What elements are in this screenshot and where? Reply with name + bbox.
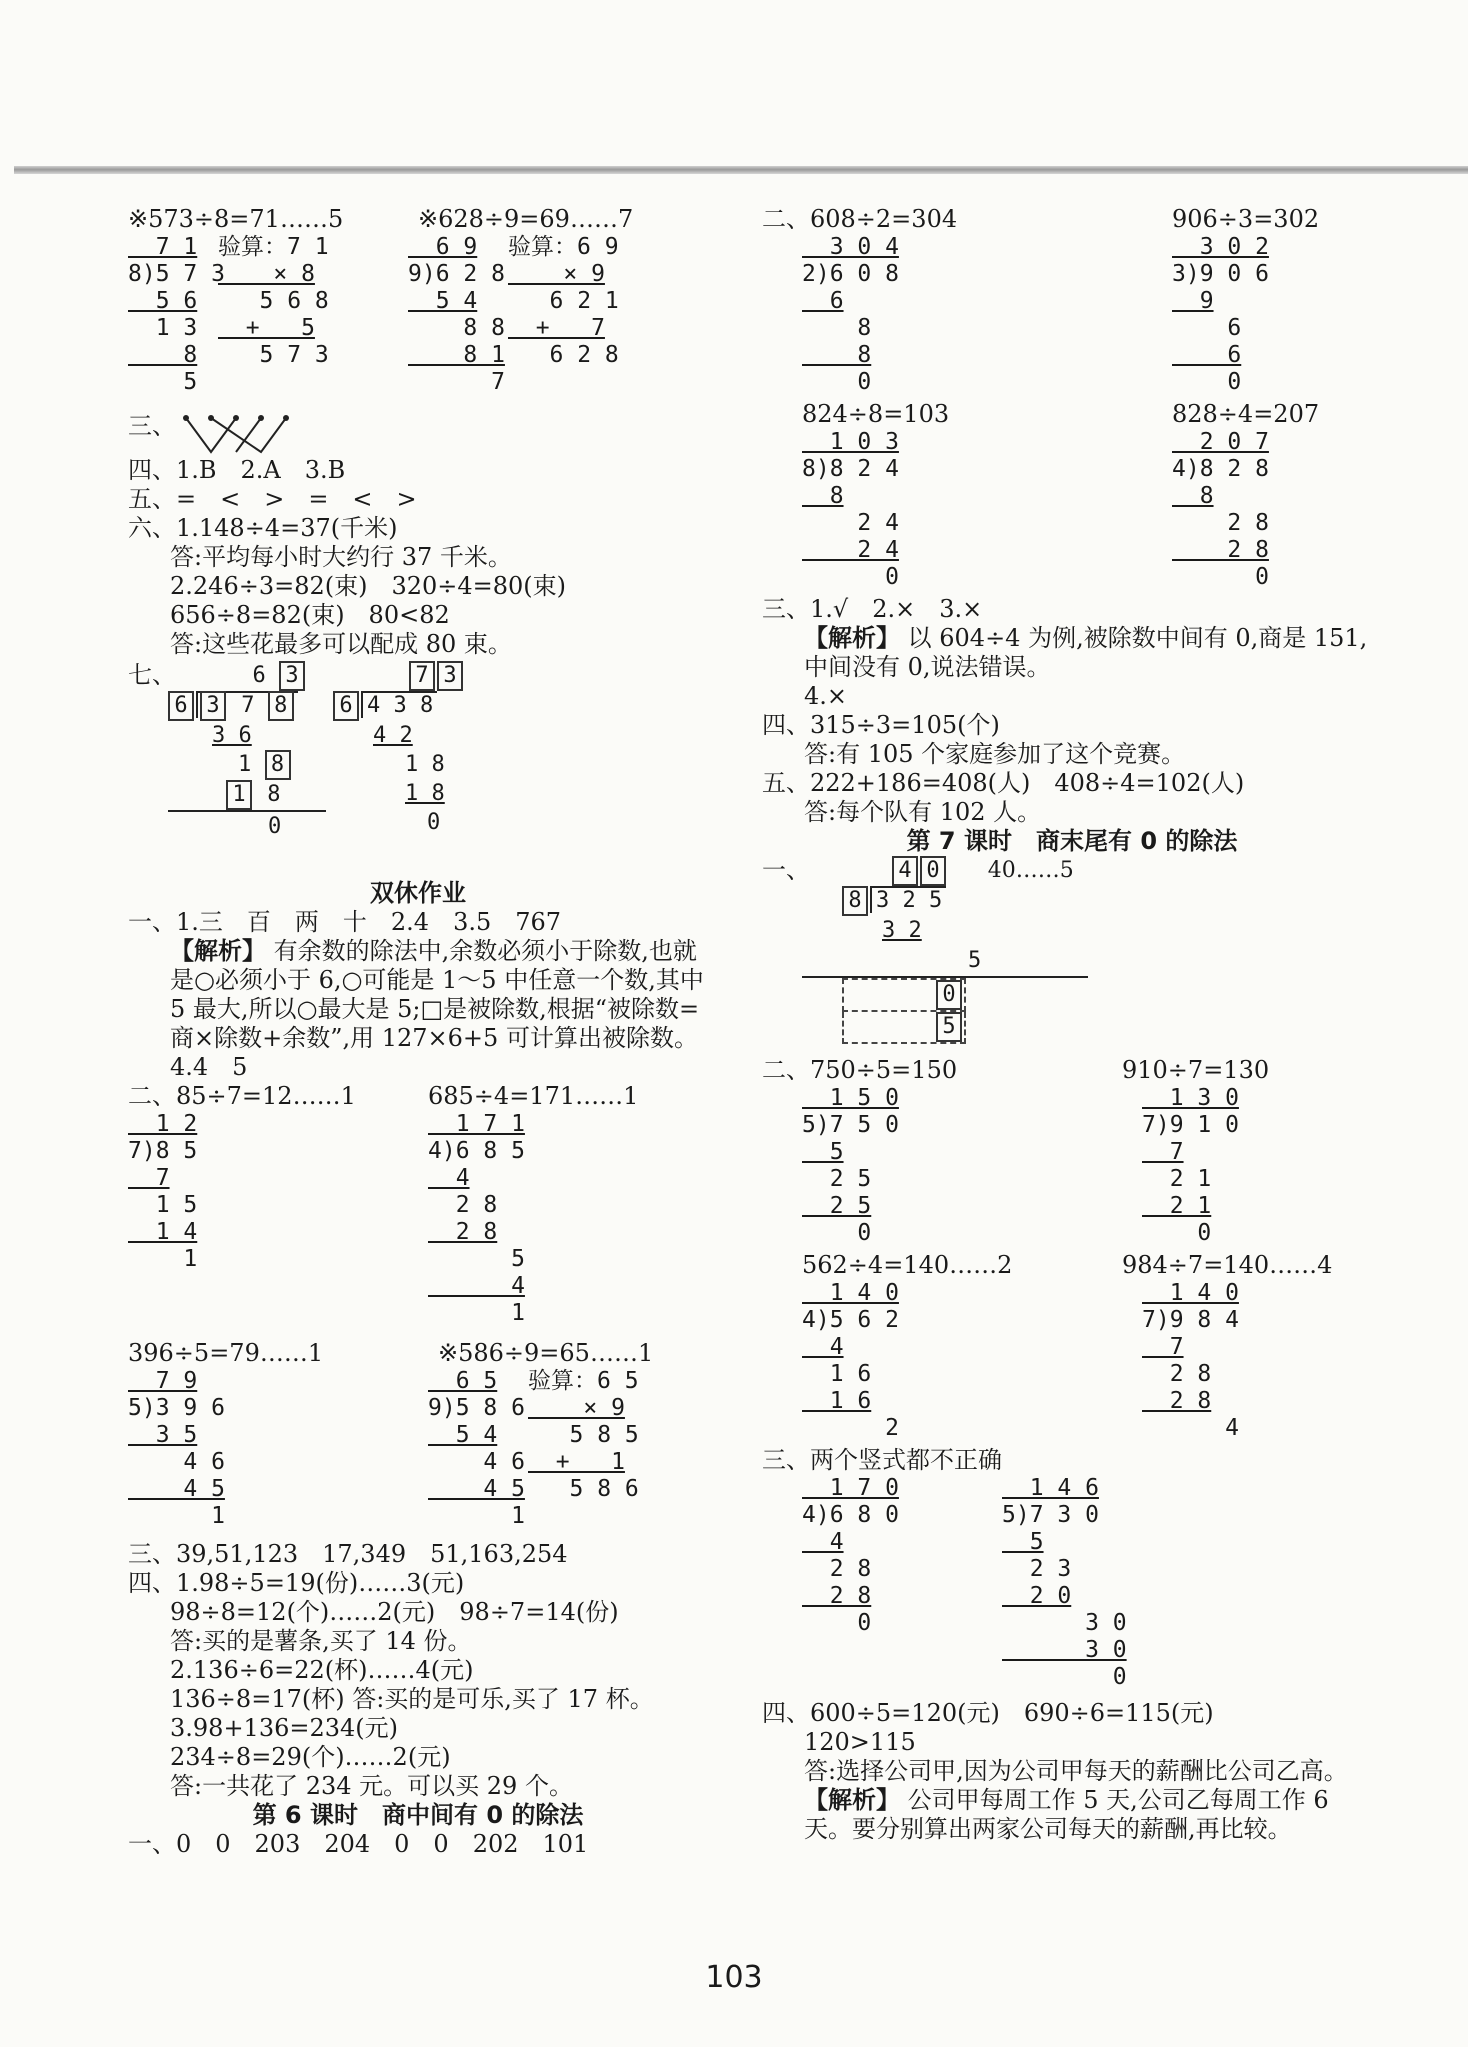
quotient: 1 4 0 [802,1280,899,1306]
answer: 答:选择公司甲,因为公司甲每天的薪酬比公司乙高。 [804,1757,1348,1785]
step: 4 [428,1165,470,1191]
quotient: 7 9 [128,1368,198,1394]
analysis-text: 公司甲每周工作 5 天,公司乙每周工作 6 天。要分别算出两家公司每天的薪酬,再比较。 [804,1786,1329,1843]
equation: 396÷5=79……1 [128,1339,324,1367]
r2-row-1 [762,205,1382,234]
equation: 562÷4=140……2 [802,1251,1013,1279]
lesson-7-q4: 四、600÷5=120(元) 690÷6=115(元) [762,1699,1214,1727]
answer: 答:平均每小时大约行 37 千米。 [170,543,512,571]
long-division [762,1280,1122,1446]
lesson-6-q1: 一、0 0 203 204 0 0 202 101 [128,1830,589,1858]
lesson-7-q1 [762,856,1382,1056]
step: 4 6 [428,1449,525,1475]
quotient: 3 0 4 [802,234,899,260]
equation: 685÷4=171……1 [428,1082,639,1110]
step: 5 4 [408,288,478,314]
remainder: 0 [1142,1220,1212,1246]
answer-box: 3 [279,661,305,691]
dividend: 8)5 7 3 [128,261,225,287]
equation: 二、608÷2=304 [762,205,958,233]
step: 2 4 [802,537,899,563]
answer-box: 3 [437,661,463,691]
remainder: 0 [802,1610,872,1636]
dividend: 4)6 8 0 [802,1502,899,1528]
check-line: 6 2 1 [508,288,619,314]
l7-3-divisions [762,1475,1382,1699]
quotient: 1 5 0 [802,1085,899,1111]
hw-q3: 三、39,51,123 17,349 51,163,254 [128,1540,568,1568]
hw2-divisions-1 [128,1111,708,1339]
answer-box: 8 [842,886,868,916]
check-line: + 7 [508,315,605,341]
analysis [762,1786,1382,1844]
dividend: 3)9 0 6 [1172,261,1269,287]
problem-row-1 [128,205,708,234]
dividend: 4 3 8 [361,691,437,718]
step: 7 [1142,1334,1184,1360]
lesson-title: 第 7 课时 商末尾有 0 的除法 [906,827,1238,855]
check-line: 验算：7 1 [218,234,329,260]
header-rule [14,166,1468,174]
hw-q1: 一、1.三 百 两 十 2.4 3.5 767 [128,908,562,936]
step: 2 8 [802,1556,872,1582]
quotient: 2 0 7 [1172,429,1269,455]
step: 6 [1172,342,1242,368]
equation: 656÷8=82(束) 80<82 [170,601,450,629]
section-label: 七、 [128,661,176,689]
hw-q4-3: 3.98+136=234(元) [170,1714,398,1742]
check-line: 5 7 3 [218,342,329,368]
long-division [762,429,1172,595]
section-3 [128,412,708,456]
step: 8 1 [408,342,505,368]
answer-box: 5 [936,1012,962,1042]
long-division [128,234,225,412]
remainder: 0 [802,564,899,590]
l7-2-row-2 [762,1251,1382,1280]
quotient-digit: 6 [252,663,266,688]
step: 2 3 [1002,1556,1072,1582]
step: 4 5 [428,1476,525,1502]
digit: 1 [238,752,252,777]
quotient: 1 4 0 [1142,1280,1239,1306]
quotient: 1 7 0 [802,1475,899,1501]
answer-box: 6 [333,691,359,721]
step: 7 [128,1165,170,1191]
remainder: 1 [128,1503,225,1529]
analysis-label: 【解析】 [170,937,266,965]
step: 8 [802,483,844,509]
equation: ※628÷9=69……7 [418,205,634,233]
step: 2 5 [802,1166,872,1192]
hw-q1-4: 4.4 5 [170,1053,248,1081]
long-division [1172,234,1269,400]
quotient: 7 1 [128,234,198,260]
answer: 答:一共花了 234 元。可以买 29 个。 [170,1772,573,1800]
dividend: 9)5 8 6 [428,1395,525,1421]
hw-q4-1: 四、1.98÷5=19(份)……3(元) [128,1569,465,1597]
equation: 二、85÷7=12……1 [128,1082,356,1110]
remainder: 1 [428,1300,525,1326]
step: 2 8 [1172,510,1269,536]
answer-box: 6 [168,691,194,721]
step: 6 [1172,315,1242,341]
remainder: 4 [1142,1415,1239,1441]
long-division [1002,1475,1127,1699]
check-line: + 5 [218,315,315,341]
section-4: 四、1.B 2.A 3.B [128,456,346,484]
remainder: 1 [128,1246,198,1272]
long-division [1172,429,1269,595]
r2-divisions-2 [762,429,1382,595]
step: 8 [1172,483,1214,509]
check-line: 5 6 8 [218,288,329,314]
equation: 910÷7=130 [1122,1056,1270,1084]
step: 5 4 [428,1422,498,1448]
step: 1 8 [405,781,445,806]
step: 1 5 [128,1192,198,1218]
answer: 答:这些花最多可以配成 80 束。 [170,630,512,658]
equation: 828÷4=207 [1172,400,1320,428]
dividend: 5)7 5 0 [802,1112,899,1138]
quotient-remainder: 40……5 [987,858,1074,883]
section-label: 三、 [128,412,176,440]
step: 1 4 [128,1219,198,1245]
right-column [762,205,1382,1844]
dividend: 4)5 6 2 [802,1307,899,1333]
step: 4 [428,1273,525,1299]
check-calculation [508,234,619,412]
step: 2 0 [1002,1583,1072,1609]
analysis [762,624,1382,682]
comparison: 120>115 [804,1728,916,1756]
dividend: 3 2 5 [870,886,946,913]
step: 5 [1002,1529,1044,1555]
quotient: 1 4 6 [1002,1475,1099,1501]
digit: 7 [241,693,255,718]
equation: 98÷8=12(个)……2(元) 98÷7=14(份) [170,1598,619,1626]
remainder: 7 [408,369,505,395]
remainder: 0 [427,810,441,835]
remainder: 5 [128,369,198,395]
lesson-title: 第 6 课时 商中间有 0 的除法 [252,1801,584,1829]
step: 6 [802,288,844,314]
dividend: 4)8 2 8 [1172,456,1269,482]
step: 5 [428,1246,525,1272]
long-division [408,234,508,412]
remainder: 2 [802,1415,899,1441]
dividend: 7)9 1 0 [1142,1112,1239,1138]
box-division [802,856,1088,1056]
step: 8 8 [408,315,505,341]
left-column [128,205,708,1859]
step: 2 8 [1142,1388,1212,1414]
equation: ※573÷8=71……5 [128,205,344,233]
step: 2 4 [802,510,899,536]
answer-box: 8 [268,691,294,721]
long-division [128,1368,428,1540]
box-division-b [333,661,465,879]
step: 3 5 [128,1422,198,1448]
step: 8 [802,315,872,341]
step: 2 8 [428,1219,498,1245]
quotient: 6 9 [408,234,478,260]
step: 3 0 [1002,1637,1127,1663]
remainder: 0 [802,1220,872,1246]
long-division [762,1475,1002,1699]
step: 5 [802,946,1088,978]
long-division [428,1111,525,1339]
remainder: 0 [268,814,282,839]
step: 1 6 [802,1388,872,1414]
answer-box: 7 [409,661,435,691]
answer-box: 3 [200,691,226,721]
equation: 906÷3=302 [1172,205,1320,233]
step: 1 8 [405,752,445,777]
analysis-text: 以 604÷4 为例,被除数中间有 0,商是 151,中间没有 0,说法错误。 [804,624,1368,681]
dividend: 5)7 3 0 [1002,1502,1099,1528]
check-line: × 9 [508,261,605,287]
check-line: 5 8 5 [528,1422,639,1448]
answer-box: 0 [920,856,946,886]
step: 2 1 [1142,1166,1212,1192]
quotient: 1 2 [128,1111,198,1137]
equation: ※586÷9=65……1 [438,1339,654,1367]
step: 1 3 [128,315,198,341]
quotient: 6 5 [428,1368,498,1394]
section-title: 双休作业 [370,879,466,907]
step: 2 8 [1142,1361,1212,1387]
remainder: 1 [428,1503,525,1529]
step: 2 8 [1172,537,1269,563]
lesson-7-q3: 三、两个竖式都不正确 [762,1446,1002,1474]
answer: 答:买的是薯条,买了 14 份。 [170,1627,472,1655]
long-division [1122,1085,1239,1251]
check-line: 验算：6 9 [508,234,619,260]
step: 4 6 [128,1449,225,1475]
check-line: × 8 [218,261,315,287]
step: 3 0 [1002,1610,1127,1636]
equation: 234÷8=29(个)……2(元) [170,1743,451,1771]
dividend: 8)8 2 4 [802,456,899,482]
answer-box: 0 [936,980,962,1010]
equation: 824÷8=103 [802,400,950,428]
r-q3: 三、1.√ 2.× 3.× [762,595,983,623]
matching-lines-diagram [176,412,296,456]
digit: 8 [267,782,281,807]
check-line: + 1 [528,1449,625,1475]
analysis-text: 有余数的除法中,余数必须小于除数,也就是○必须小于 6,○可能是 1～5 中任意一个数,其中 5 最大,所以○最大是 5;□是被除数,根据“被除数=商×除数+余数”,用 127×6+5 可计算出被除数。 [170,937,704,1052]
check-calculation [528,1368,639,1540]
equation: 二、750÷5=150 [762,1056,958,1084]
r2-row-2 [762,400,1382,429]
step: 5 [802,1139,844,1165]
step: 4 5 [128,1476,225,1502]
r2-divisions-1 [762,234,1382,400]
dividend: 5)3 9 6 [128,1395,225,1421]
check-line: 验算：6 5 [528,1368,639,1394]
section-6-q2: 2.246÷3=82(束) 320÷4=80(束) [170,572,567,600]
step: 2 5 [802,1193,872,1219]
section-7 [128,661,708,879]
l7-2-divisions-1 [762,1085,1382,1251]
hw2-row-2 [128,1339,708,1368]
r-q3-4: 4.× [804,682,848,710]
step: 8 [802,342,872,368]
step: 1 6 [802,1361,872,1387]
step: 5 6 [128,288,198,314]
answer-box: 8 [265,750,291,780]
quotient: 1 7 1 [428,1111,525,1137]
remainder: 0 [1172,369,1242,395]
long-division [128,1111,428,1339]
hw2-row-1 [128,1082,708,1111]
step: 4 [802,1334,844,1360]
equation: 136÷8=17(杯) 答:买的是可乐,买了 17 杯。 [170,1685,654,1713]
dividend: 7)8 5 [128,1138,198,1164]
step: 2 8 [428,1192,498,1218]
remainder: 0 [1002,1664,1127,1690]
check-line: 5 8 6 [528,1476,639,1502]
remainder: 0 [802,369,872,395]
analysis [128,937,708,1053]
step: 3 6 [212,723,252,748]
section-label: 一、 [762,856,810,884]
step: 2 1 [1142,1193,1212,1219]
remainder: 0 [1172,564,1269,590]
long-division [1122,1280,1239,1446]
long-division [762,234,1172,400]
quotient: 3 0 2 [1172,234,1269,260]
long-division-row [128,234,708,412]
long-division [762,1085,1122,1251]
answer: 答:有 105 个家庭参加了这个竞赛。 [804,740,1186,768]
quotient: 1 0 3 [802,429,899,455]
check-calculation [218,234,408,412]
step: 4 [802,1529,844,1555]
check-line: 6 2 8 [508,342,619,368]
hw-q4-2: 2.136÷6=22(杯)……4(元) [170,1656,474,1684]
step: 9 [1172,288,1214,314]
hw2-divisions-2 [128,1368,708,1540]
equation: 984÷7=140……4 [1122,1251,1333,1279]
quotient: 1 3 0 [1142,1085,1239,1111]
section-5: 五、= < > = < > [128,485,417,513]
section-6-q1: 六、1.148÷4=37(千米) [128,514,398,542]
step: 7 [1142,1139,1184,1165]
page-number: 103 [705,1960,763,1995]
step: 8 [128,342,198,368]
check-line: × 9 [528,1395,625,1421]
dividend: 9)6 2 8 [408,261,505,287]
long-division [428,1368,528,1540]
step: 2 8 [802,1583,872,1609]
analysis-label: 【解析】 [804,1786,900,1814]
answer-box: 4 [892,856,918,886]
step: 4 2 [373,723,413,748]
dividend: 4)6 8 5 [428,1138,525,1164]
analysis-label: 【解析】 [804,624,900,652]
l7-2-row-1 [762,1056,1382,1085]
r-q5: 五、222+186=408(人) 408÷4=102(人) [762,769,1245,797]
answer-box: 1 [226,780,252,810]
l7-2-divisions-2 [762,1280,1382,1446]
dividend: 7)9 8 4 [1142,1307,1239,1333]
dividend: 2)6 0 8 [802,261,899,287]
box-division-a [168,661,333,879]
r-q4: 四、315÷3=105(个) [762,711,1000,739]
step: 3 2 [882,918,922,943]
answer: 答:每个队有 102 人。 [804,798,1042,826]
